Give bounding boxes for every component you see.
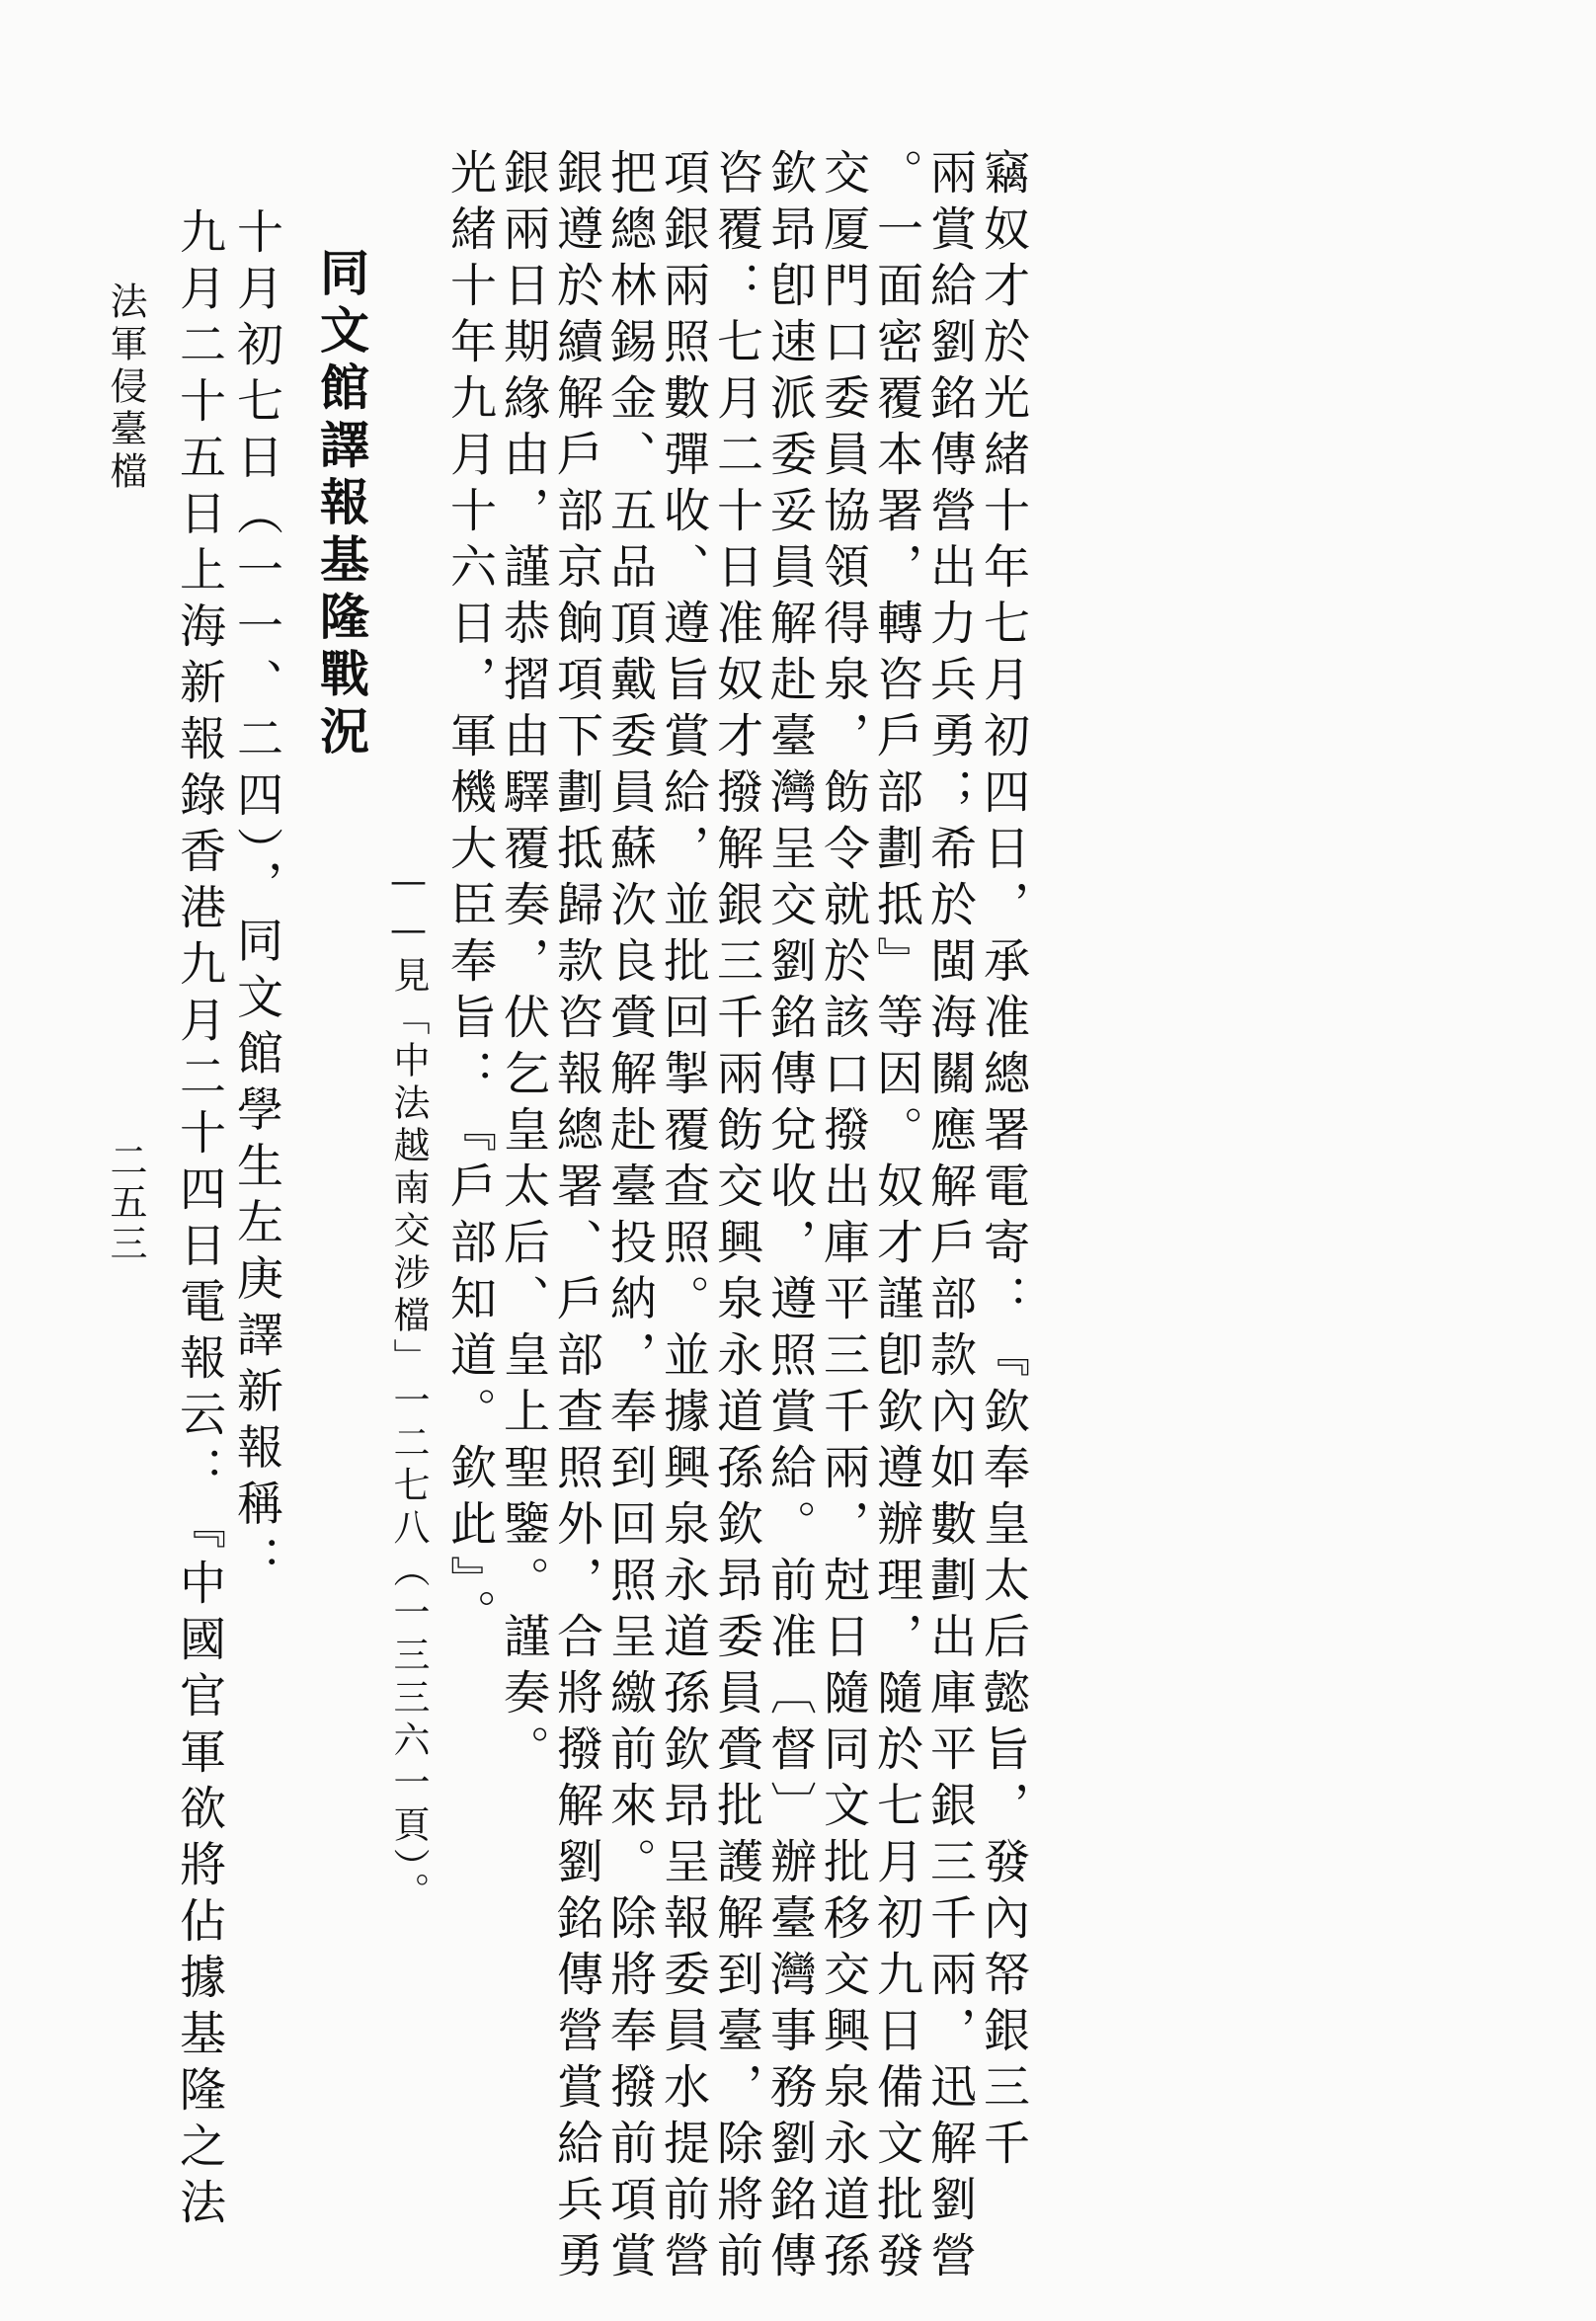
source-citation: ——見「中法越南交涉檔」一二七八（一三三六一頁）。 [387, 859, 430, 1915]
section-line-1: 十月初七日（一一、二四），同文館學生左庚譯新報稱： [229, 207, 283, 1592]
page-number: 二五三 [104, 1141, 147, 1265]
memorial-line-6: 咨覆：七月二十日准奴才撥解銀三千兩飭交興泉永道孫欽昻委員賫批護解到臺，除將前 [709, 148, 763, 2287]
section-title: 同文館譯報基隆戰況 [312, 247, 370, 762]
memorial-line-3: 。一面密覆本署，轉咨戶部劃抵』等因。奴才謹卽欽遵辦理，隨於七月初九日備文批發 [869, 148, 923, 2287]
memorial-line-7: 項銀兩照數彈收、遵旨賞給，並批回掣覆查照。並據興泉永道孫欽昻呈報委員水提前營 [656, 148, 710, 2287]
memorial-line-9: 銀遵於續解戶部京餉項下劃抵歸款咨報總署、戶部查照外，合將撥解劉銘傳營賞給兵勇 [549, 148, 603, 2287]
running-title: 法軍侵臺檔 [104, 281, 147, 494]
memorial-line-5: 欽昻卽速派委妥員解赴臺灣呈交劉銘傳兌收，遵照賞給。前准〔督〕辦臺灣事務劉銘傳 [762, 148, 817, 2287]
memorial-line-2: 兩賞給劉銘傳營出力兵勇；希於閩海關應解戶部款內如數劃出庫平銀三千兩，迅解劉營 [922, 148, 977, 2287]
memorial-line-1: 竊奴才於光緒十年七月初四日，承准總署電寄：『欽奉皇太后懿旨，發內帑銀三千 [976, 148, 1030, 2175]
memorial-line-10: 銀兩日期緣由，謹恭摺由驛覆奏，伏乞皇太后、皇上聖鑒。謹奏。 [496, 148, 550, 1781]
memorial-line-11: 光緒十年九月十六日，軍機大臣奉旨：『戶部知道。欽此』。 [442, 148, 497, 1645]
memorial-line-4: 交厦門口委員協領得泉，飭令就於該口撥出庫平三千兩，尅日隨同文批移交興泉永道孫 [816, 148, 870, 2287]
memorial-line-8: 把總林錫金、五品頂戴委員蘇㳄良賫解赴臺投納，奉到回照呈繳前來。除將奉撥前項賞 [602, 148, 657, 2287]
section-line-2: 九月二十五日上海新報錄香港九月二十四日電報云：『中國官軍欲將佔據基隆之法 [172, 207, 226, 2234]
